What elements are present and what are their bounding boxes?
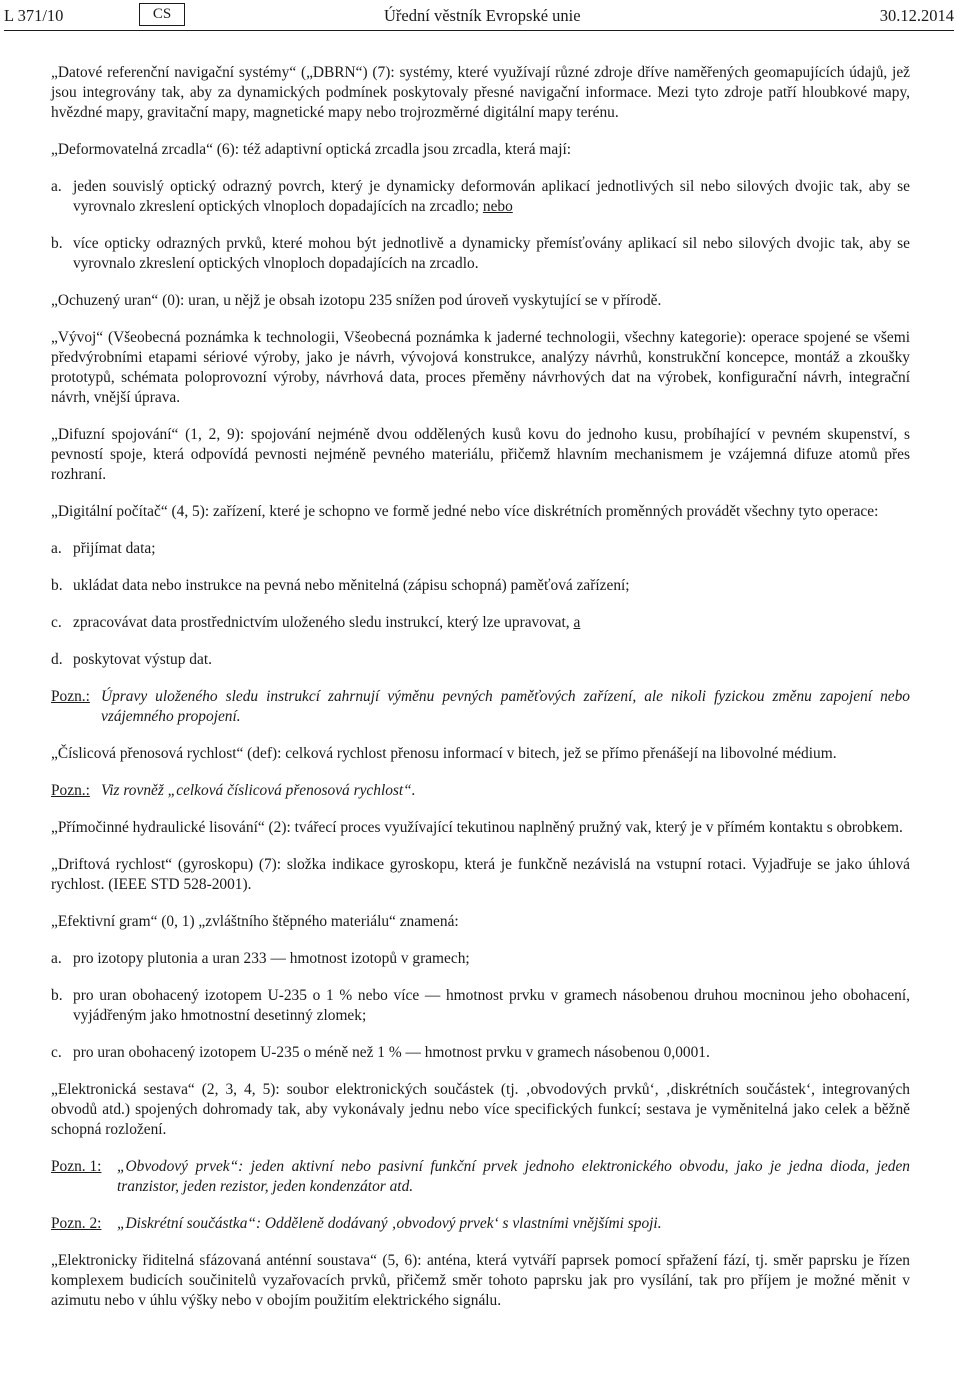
list-text: více opticky odrazných prvků, které mohou být jednotlivě a dynamicky přemísťovány aplikací sil nebo silových dvojic tak, aby se vyrovnalo zkreslení optických vlnoploch dopadajících na zrcadlo. [73,235,910,272]
list-label: d. [51,651,63,668]
definition-development: „Vývoj“ (Všeobecná poznámka k technologii, Všeobecná poznámka k jaderné technologii, všechny kategorie): operace spojené se všemi předvýrobními etapami sériové výroby, jako je návrh, vývojová konstrukce, analýzy návrhů, konstrukční koncepce, montáž a zkoušky prototypů, schémata poloprovozní výroby, návrhová data, proces přeměny návrhových dat na výrobek, konfigurační návrh, integrační návrh, vnější úprava. [51,329,910,406]
note-label: Pozn. 1: [51,1158,102,1175]
list-label: b. [51,987,63,1004]
note [51,1214,910,1234]
list-text: pro izotopy plutonia a uran 233 — hmotnost izotopů v gramech; [73,950,470,967]
note [51,1157,910,1197]
conjunction-link: a [573,614,581,631]
note-text: Úpravy uloženého sledu instrukcí zahrnují výměnu pevných paměťových zařízení, ale nikoli fyzickou změnu zapojení nebo vzájemného propojení. [101,688,910,725]
list-item [51,177,910,217]
note-label: Pozn. 2: [51,1215,102,1232]
page-number: L 371/10 [4,6,64,25]
list-text: přijímat data; [73,540,156,557]
list-item [51,539,910,559]
language-badge: CS [139,3,185,26]
definition-diffusion-bonding: „Difuzní spojování“ (1, 2, 9): spojování nejméně dvou oddělených kusů kovu do jednoho kusu, probíhající v pevném skupenství, s pevností spoje, která odpovídá pevnosti nejméně pevného materiálu, přičemž hlavním mechanismem je vzájemná difuze atomů přes rozhraní. [51,426,910,483]
list-text: jeden souvislý optický odrazný povrch, který je dynamicky deformován aplikací jednotlivých sil nebo silových dvojic tak, aby se vyrovnalo zkreslení optických vlnoploch dopadajících na zrcadlo; [73,178,910,215]
list-item [51,234,910,274]
list-item [51,613,910,633]
list-text: zpracovávat data prostřednictvím uloženého sledu instrukcí, který lze upravovat, [73,614,570,631]
list-item [51,986,910,1026]
definition-digital-computer: „Digitální počítač“ (4, 5): zařízení, které je schopno ve formě jedné nebo více diskrétních proměnných provádět všechny tyto operace: [51,503,879,520]
list-label: a. [51,950,62,967]
definition-deformable-mirrors: „Deformovatelná zrcadla“ (6): též adaptivní optická zrcadla jsou zrcadla, která mají: [51,141,572,158]
list-item [51,576,910,596]
list-text: poskytovat výstup dat. [73,651,212,668]
definition-drift-rate: „Driftová rychlost“ (gyroskopu) (7): složka indikace gyroskopu, která je funkčně nezávislá na vstupní rotaci. Vyjadřuje se jako úhlová rychlost. (IEEE STD 528-2001). [51,856,910,893]
document-body [51,63,910,1328]
journal-title: Úřední věstník Evropské unie [384,6,581,25]
list-item [51,949,910,969]
definition-direct-hydraulic-pressing: „Přímočinné hydraulické lisování“ (2): tvářecí proces využívající tekutinou naplněný pružný vak, který je v přímém kontaktu s obrobkem. [51,819,903,836]
definition-effective-gram: „Efektivní gram“ (0, 1) „zvláštního štěpného materiálu“ znamená: [51,913,459,930]
header-divider [4,30,954,31]
list-label: b. [51,235,63,252]
definition-dbrn: „Datové referenční navigační systémy“ („DBRN“) (7): systémy, které využívají různé zdroje dříve naměřených geomapujících údajů, jež jsou integrovány tak, aby za dynamických podmínek poskytovaly přesné navigační informace. Mezi tyto zdroje patří hloubkové mapy, hvězdné mapy, gravitační mapy, magnetické mapy nebo trojrozměrné digitální mapy terénu. [51,64,910,121]
note [51,687,910,727]
note [51,781,910,801]
conjunction-link: nebo [482,198,513,215]
definition-digital-transfer-rate: „Číslicová přenosová rychlost“ (def): celková rychlost přenosu informací v bitech, jež se přímo přenášejí na libovolné médium. [51,745,837,762]
list-label: b. [51,577,63,594]
definition-electronic-assembly: „Elektronická sestava“ (2, 3, 4, 5): soubor elektronických součástek (tj. ‚obvodových prvků‘, ‚diskrétních součástek‘, integrovaných obvodů atd.) spojených dohromady tak, aby vykonávaly jednu nebo více specifických funkcí; sestava je vyměnitelná jako celek a běžně schopná rozložení. [51,1081,910,1138]
list-item [51,1043,910,1063]
list-label: c. [51,1044,62,1061]
list-text: pro uran obohacený izotopem U-235 o méně než 1 % — hmotnost prvku v gramech násobenou 0,0001. [73,1044,710,1061]
page-header [4,4,954,30]
definition-depleted-uranium: „Ochuzený uran“ (0): uran, u nějž je obsah izotopu 235 snížen pod úroveň vyskytující se v přírodě. [51,292,662,309]
note-text: „Obvodový prvek“: jeden aktivní nebo pasivní funkční prvek jednoho elektronického obvodu, jako je jedna dioda, jeden tranzistor, jeden rezistor, jeden kondenzátor atd. [117,1158,910,1195]
list-label: c. [51,614,62,631]
publication-date: 30.12.2014 [879,6,954,25]
list-text: pro uran obohacený izotopem U-235 o 1 % nebo více — hmotnost prvku v gramech násobenou druhou mocninou jeho obohacení, vyjádřeným jako hmotnostní desetinný zlomek; [73,987,910,1024]
list-item [51,650,910,670]
list-label: a. [51,540,62,557]
note-text: Viz rovněž „celková číslicová přenosová rychlost“. [101,782,416,799]
list-text: ukládat data nebo instrukce na pevná nebo měnitelná (zápisu schopná) paměťová zařízení; [73,577,630,594]
definition-phased-array-antenna: „Elektronicky řiditelná sfázovaná anténní soustava“ (5, 6): anténa, která vytváří paprsek pomocí spřažení fází, tj. směr paprsku je řízen komplexem budicích součinitelů vyzařovacích prvků, přičemž směr tohoto paprsku jak pro vysílání, tak pro příjem je možné měnit v azimutu nebo v úhlu výšky nebo v obojím použitím elektrického signálu. [51,1252,910,1309]
note-text: „Diskrétní součástka“: Odděleně dodávaný ‚obvodový prvek‘ s vlastními vnějšími spoji. [117,1215,662,1232]
list-label: a. [51,178,62,195]
note-label: Pozn.: [51,688,90,705]
note-label: Pozn.: [51,782,90,799]
